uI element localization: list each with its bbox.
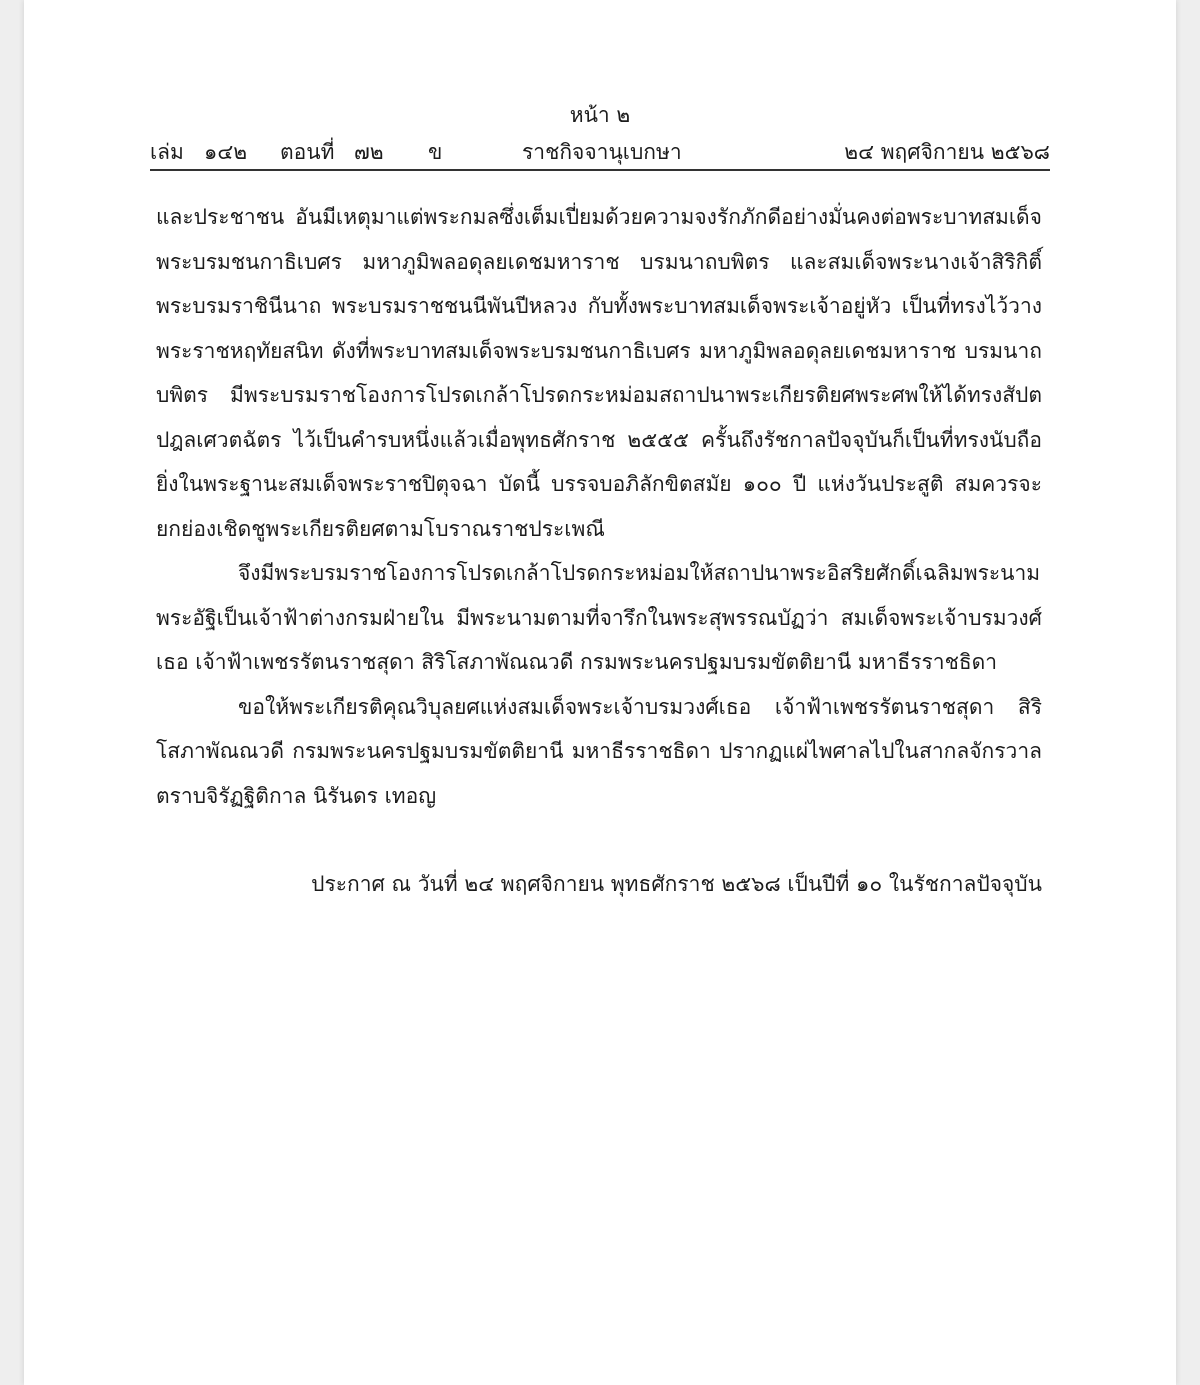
volume-number: ๑๔๒ [204,140,248,164]
gazette-header [150,136,1050,168]
page-number: หน้า ๒ [569,103,631,127]
section-number: ๗๒ [354,140,384,164]
section-label: ตอนที่ [280,140,335,164]
gazette-date: ๒๔ พฤศจิกายน ๒๕๖๘ [844,140,1050,164]
document-page [24,0,1176,1385]
volume-label: เล่ม [150,140,184,164]
proclamation-date-line: ประกาศ ณ วันที่ ๒๔ พฤศจิกายน พุทธศักราช ๒๕๖๘ เป็นปีที่ ๑๐ ในรัชกาลปัจจุบัน [311,872,1042,896]
paragraph-2: จึงมีพระบรมราชโองการโปรดเกล้าโปรดกระหม่อมให้สถาปนาพระอิสริยศักดิ์เฉลิมพระนามพระอัฐิเป็นเจ้าฟ้าต่างกรมฝ่ายใน มีพระนามตามที่จารึกในพระสุพรรณบัฏว่า สมเด็จพระเจ้าบรมวงศ์เธอ เจ้าฟ้าเพชรรัตนราชสุดา สิริโสภาพัณณวดี กรมพระนครปฐมบรมขัตติยานี มหาธีรราชธิดา [156,561,1042,674]
paragraph-3: ขอให้พระเกียรติคุณวิบุลยศแห่งสมเด็จพระเจ้าบรมวงศ์เธอ เจ้าฟ้าเพชรรัตนราชสุดา สิริโสภาพัณณวดี กรมพระนครปฐมบรมขัตติยานี มหาธีรราชธิดา ปรากฏแผ่ไพศาลไปในสากลจักรวาล ตราบจิรัฏฐิติกาล นิรันดร เทอญ [156,694,1042,808]
gazette-name: ราชกิจจานุเบกษา [522,140,682,164]
announcement-body [156,195,1042,818]
paragraph-1: และประชาชน อันมีเหตุมาแต่พระกมลซึ่งเต็มเปี่ยมด้วยความจงรักภักดีอย่างมั่นคงต่อพระบาทสมเด็จพระบรมชนกาธิเบศร มหาภูมิพลอดุลยเดชมหาราช บรมนาถบพิตร และสมเด็จพระนางเจ้าสิริกิติ์ พระบรมราชินีนาถ พระบรมราชชนนีพันปีหลวง กับทั้งพระบาทสมเด็จพระเจ้าอยู่หัว เป็นที่ทรงไว้วางพระราชหฤทัยสนิท ดังที่พระบาทสมเด็จพระบรมชนกาธิเบศร มหาภูมิพลอดุลยเดชมหาราช บรมนาถบพิตร มีพระบรมราชโองการโปรดเกล้าโปรดกระหม่อมสถาปนาพระเกียรติยศพระศพให้ได้ทรงสัปตปฎลเศวตฉัตร ไว้เป็นคำรบหนึ่งแล้วเมื่อพุทธศักราช ๒๕๕๕ ครั้นถึงรัชกาลปัจจุบันก็เป็นที่ทรงนับถือยิ่งในพระฐานะสมเด็จพระราชปิตุจฉา บัดนี้ บรรจบอภิลักขิตสมัย ๑๐๐ ปี แห่งวันประสูติ สมควรจะยกย่องเชิดชูพระเกียรติยศตามโบราณราชประเพณี [156,205,1042,541]
header-divider [150,169,1050,171]
section-type: ข [428,140,443,164]
